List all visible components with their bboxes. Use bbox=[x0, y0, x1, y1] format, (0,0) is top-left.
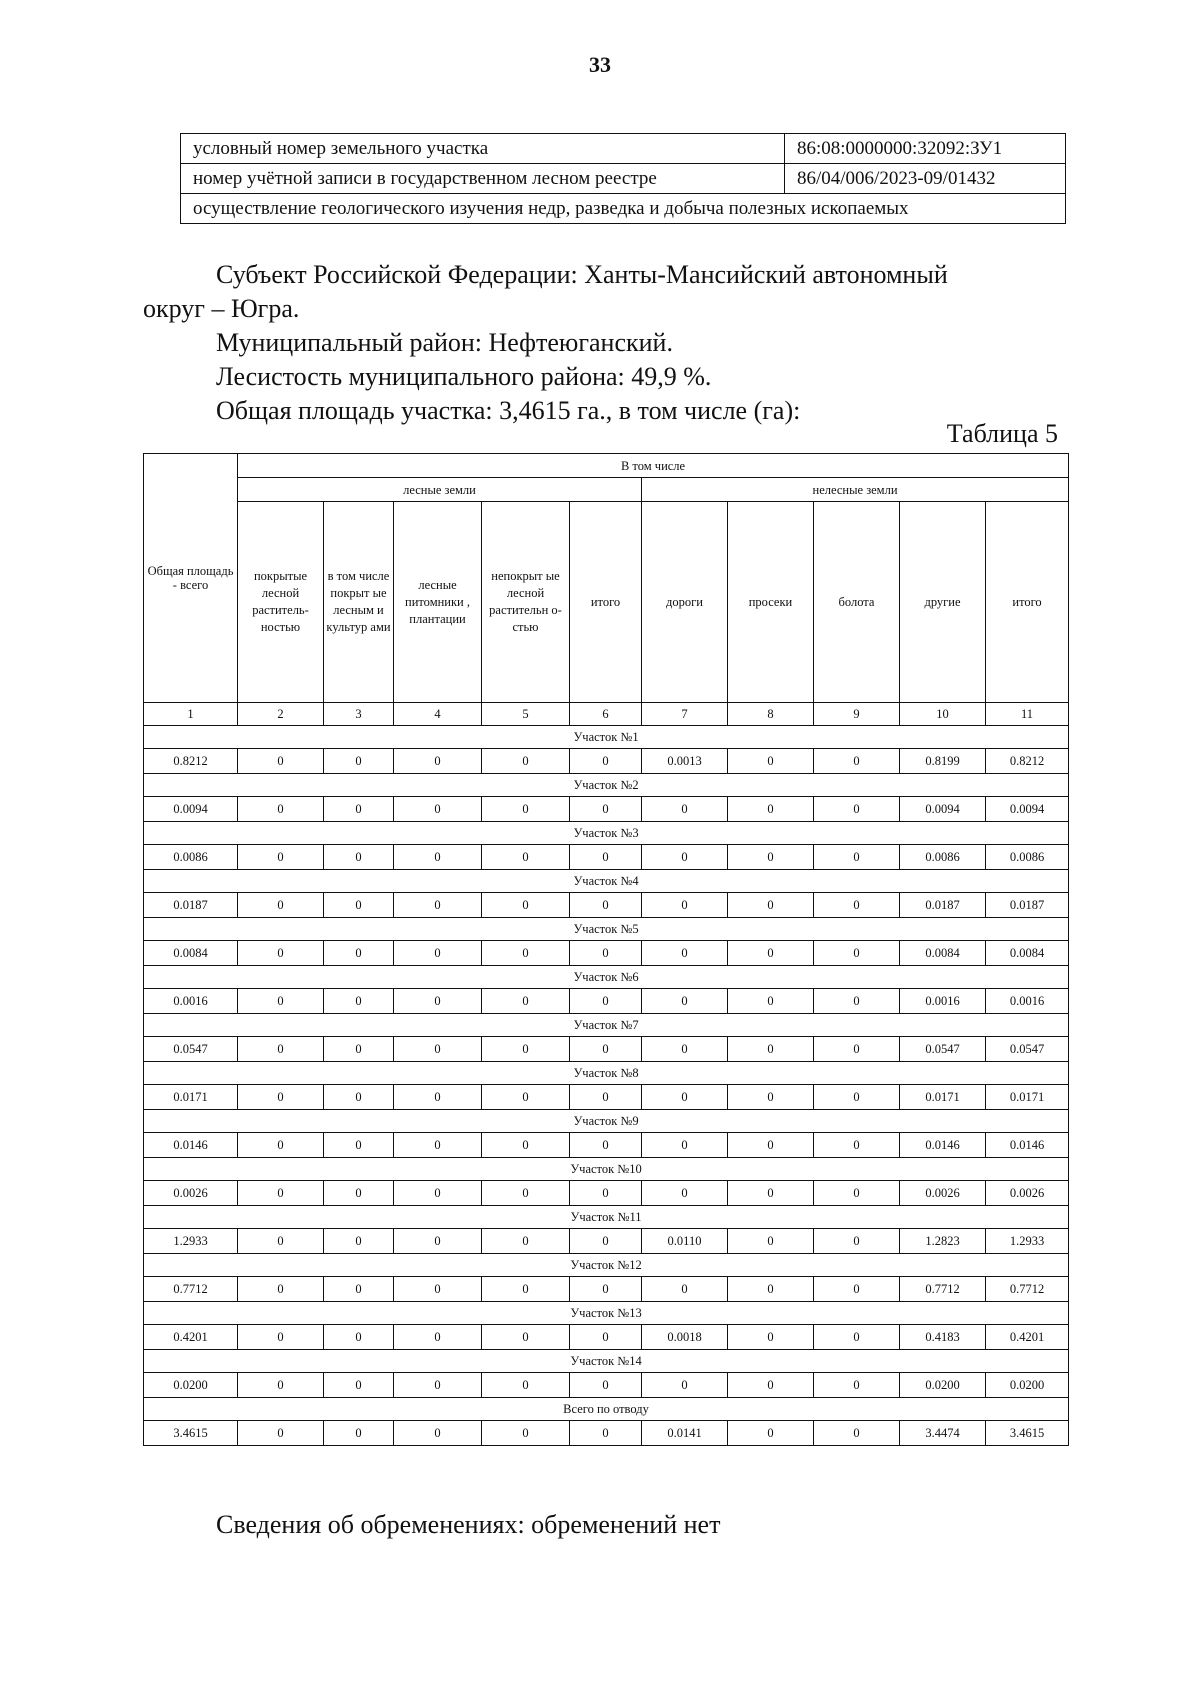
table-cell: 0 bbox=[324, 1037, 394, 1062]
plot-label-row bbox=[144, 822, 1069, 845]
table-cell: 0.4201 bbox=[986, 1325, 1069, 1350]
table-cell: 0 bbox=[814, 893, 900, 918]
header-row bbox=[144, 454, 1069, 478]
table-cell: 0 bbox=[570, 893, 642, 918]
table-row bbox=[144, 1229, 1069, 1254]
table-cell: 0.0171 bbox=[144, 1085, 238, 1110]
table-cell: 0 bbox=[482, 1373, 570, 1398]
table-row bbox=[144, 1277, 1069, 1302]
table-cell: 0 bbox=[728, 1133, 814, 1158]
table-cell: 0 bbox=[642, 989, 728, 1014]
table-row bbox=[144, 749, 1069, 774]
plot-label: Участок №13 bbox=[144, 1302, 1069, 1325]
table-cell: 0 bbox=[238, 1229, 324, 1254]
table-cell: 0.0146 bbox=[986, 1133, 1069, 1158]
table-cell: 3.4474 bbox=[900, 1421, 986, 1446]
table-cell: 0 bbox=[814, 797, 900, 822]
table-cell: 0 bbox=[324, 845, 394, 870]
table-cell: 0 bbox=[728, 749, 814, 774]
table-cell: 0.0016 bbox=[144, 989, 238, 1014]
plot-label: Участок №12 bbox=[144, 1254, 1069, 1277]
header-total-area: Общая площадь - всего bbox=[144, 454, 238, 703]
table-cell: 0 bbox=[728, 1037, 814, 1062]
column-number: 6 bbox=[570, 703, 642, 726]
plot-label: Участок №3 bbox=[144, 822, 1069, 845]
table-cell: 0.7712 bbox=[900, 1277, 986, 1302]
table-row bbox=[144, 1133, 1069, 1158]
table-cell: 0 bbox=[238, 797, 324, 822]
table-cell: 0 bbox=[324, 1085, 394, 1110]
plot-label: Участок №11 bbox=[144, 1206, 1069, 1229]
subject-line-2: округ – Югра. bbox=[143, 294, 300, 323]
area-table bbox=[143, 453, 1069, 1446]
table-cell: 0 bbox=[238, 1373, 324, 1398]
table-cell: 0 bbox=[324, 941, 394, 966]
table-cell: 0 bbox=[238, 941, 324, 966]
table-cell: 0 bbox=[324, 749, 394, 774]
table-cell: 0.7712 bbox=[144, 1277, 238, 1302]
plot-label-row bbox=[144, 1014, 1069, 1037]
info-label: номер учётной записи в государственном лесном реестре bbox=[181, 164, 785, 194]
info-purpose: осуществление геологического изучения недр, разведка и добыча полезных ископаемых bbox=[181, 194, 1066, 224]
table-cell: 0 bbox=[814, 1133, 900, 1158]
header-forest-sum: итого bbox=[570, 502, 642, 703]
table-cell: 0 bbox=[728, 1181, 814, 1206]
table-cell: 0 bbox=[814, 1037, 900, 1062]
table-cell: 0.0187 bbox=[144, 893, 238, 918]
table-cell: 0 bbox=[728, 941, 814, 966]
table-cell: 0 bbox=[482, 1181, 570, 1206]
header-row bbox=[144, 502, 1069, 703]
table-cell: 0.0086 bbox=[144, 845, 238, 870]
table-cell: 0 bbox=[570, 749, 642, 774]
table-cell: 0 bbox=[394, 1421, 482, 1446]
table-cell: 0 bbox=[394, 797, 482, 822]
table-cell: 0 bbox=[324, 1133, 394, 1158]
table-cell: 0.0200 bbox=[986, 1373, 1069, 1398]
plot-label: Участок №8 bbox=[144, 1062, 1069, 1085]
table-cell: 0 bbox=[394, 1373, 482, 1398]
table-cell: 0 bbox=[728, 989, 814, 1014]
table-cell: 0 bbox=[728, 1325, 814, 1350]
table-cell: 0 bbox=[482, 1421, 570, 1446]
table-cell: 0 bbox=[238, 1085, 324, 1110]
table-cell: 0.0547 bbox=[986, 1037, 1069, 1062]
plot-label: Участок №10 bbox=[144, 1158, 1069, 1181]
table-cell: 0.0018 bbox=[642, 1325, 728, 1350]
table-cell: 0 bbox=[324, 1373, 394, 1398]
table-cell: 0.0013 bbox=[642, 749, 728, 774]
plot-label: Участок №1 bbox=[144, 726, 1069, 749]
table-cell: 0 bbox=[642, 1133, 728, 1158]
table-cell: 0 bbox=[238, 1133, 324, 1158]
table-caption: Таблица 5 bbox=[946, 419, 1058, 448]
table-cell: 0 bbox=[324, 1181, 394, 1206]
info-label: условный номер земельного участка bbox=[181, 134, 785, 164]
info-row bbox=[181, 164, 1066, 194]
table-cell: 0 bbox=[570, 1085, 642, 1110]
table-cell: 0 bbox=[728, 1229, 814, 1254]
table-cell: 0 bbox=[814, 1325, 900, 1350]
plot-label: Участок №6 bbox=[144, 966, 1069, 989]
header-row bbox=[144, 478, 1069, 502]
table-cell: 0 bbox=[814, 989, 900, 1014]
plot-info-table bbox=[180, 133, 1066, 224]
table-cell: 0 bbox=[482, 1133, 570, 1158]
table-cell: 0 bbox=[728, 797, 814, 822]
table-cell: 0 bbox=[642, 941, 728, 966]
table-cell: 0.0084 bbox=[144, 941, 238, 966]
plot-label-row bbox=[144, 1062, 1069, 1085]
table-cell: 0 bbox=[728, 1085, 814, 1110]
table-cell: 0 bbox=[642, 1373, 728, 1398]
table-cell: 0.0016 bbox=[900, 989, 986, 1014]
table-cell: 0.4201 bbox=[144, 1325, 238, 1350]
table-cell: 0 bbox=[570, 1133, 642, 1158]
table-cell: 0.0084 bbox=[986, 941, 1069, 966]
table-cell: 1.2933 bbox=[144, 1229, 238, 1254]
plot-label-row bbox=[144, 918, 1069, 941]
column-number: 7 bbox=[642, 703, 728, 726]
column-number: 10 bbox=[900, 703, 986, 726]
table-row bbox=[144, 1181, 1069, 1206]
table-cell: 0 bbox=[570, 1373, 642, 1398]
plot-label: Участок №7 bbox=[144, 1014, 1069, 1037]
table-cell: 0.0187 bbox=[986, 893, 1069, 918]
header-nurseries: лесные питомники , плантации bbox=[394, 502, 482, 703]
table-cell: 0 bbox=[394, 989, 482, 1014]
header-clearings: просеки bbox=[728, 502, 814, 703]
table-cell: 0.0110 bbox=[642, 1229, 728, 1254]
table-cell: 0 bbox=[394, 893, 482, 918]
table-cell: 0 bbox=[482, 989, 570, 1014]
table-cell: 0.7712 bbox=[986, 1277, 1069, 1302]
table-cell: 0 bbox=[482, 1325, 570, 1350]
info-value: 86/04/006/2023-09/01432 bbox=[785, 164, 1066, 194]
table-cell: 0.0171 bbox=[986, 1085, 1069, 1110]
header-forest-lands: лесные земли bbox=[238, 478, 642, 502]
table-cell: 0.8212 bbox=[986, 749, 1069, 774]
table-row bbox=[144, 893, 1069, 918]
table-cell: 0 bbox=[394, 1133, 482, 1158]
table-row bbox=[144, 797, 1069, 822]
header-swamps: болота bbox=[814, 502, 900, 703]
table-cell: 0 bbox=[238, 989, 324, 1014]
plot-label-row bbox=[144, 774, 1069, 797]
district: Муниципальный район: Нефтеюганский. bbox=[216, 328, 673, 357]
table-cell: 0 bbox=[394, 749, 482, 774]
column-number: 8 bbox=[728, 703, 814, 726]
table-row bbox=[144, 1085, 1069, 1110]
table-cell: 0 bbox=[482, 1277, 570, 1302]
header-nonforest-lands: нелесные земли bbox=[642, 478, 1069, 502]
table-cell: 0 bbox=[728, 1421, 814, 1446]
table-cell: 0 bbox=[570, 941, 642, 966]
table-cell: 0 bbox=[570, 845, 642, 870]
table-cell: 0 bbox=[814, 941, 900, 966]
plot-label: Участок №2 bbox=[144, 774, 1069, 797]
table-cell: 0 bbox=[642, 1085, 728, 1110]
table-cell: 0 bbox=[814, 1181, 900, 1206]
table-cell: 0 bbox=[238, 893, 324, 918]
table-cell: 0 bbox=[238, 1181, 324, 1206]
column-number-row bbox=[144, 703, 1069, 726]
table-cell: 0 bbox=[238, 845, 324, 870]
table-cell: 0 bbox=[482, 749, 570, 774]
table-cell: 0 bbox=[814, 1373, 900, 1398]
table-cell: 0.0200 bbox=[144, 1373, 238, 1398]
table-cell: 0 bbox=[728, 845, 814, 870]
table-cell: 0 bbox=[394, 1181, 482, 1206]
table-cell: 0.0026 bbox=[144, 1181, 238, 1206]
table-cell: 0 bbox=[642, 845, 728, 870]
table-cell: 0 bbox=[570, 1229, 642, 1254]
table-cell: 0 bbox=[570, 1421, 642, 1446]
table-cell: 0 bbox=[238, 1037, 324, 1062]
table-cell: 0.0086 bbox=[986, 845, 1069, 870]
table-cell: 0.0026 bbox=[986, 1181, 1069, 1206]
table-cell: 0 bbox=[324, 797, 394, 822]
table-cell: 0.0171 bbox=[900, 1085, 986, 1110]
table-cell: 3.4615 bbox=[144, 1421, 238, 1446]
plot-label-row bbox=[144, 1350, 1069, 1373]
table-cell: 0 bbox=[324, 1421, 394, 1446]
plot-label: Участок №5 bbox=[144, 918, 1069, 941]
table-cell: 1.2933 bbox=[986, 1229, 1069, 1254]
table-cell: 0 bbox=[642, 893, 728, 918]
column-number: 5 bbox=[482, 703, 570, 726]
table-cell: 0 bbox=[642, 1277, 728, 1302]
table-cell: 0.0547 bbox=[144, 1037, 238, 1062]
table-cell: 0 bbox=[324, 893, 394, 918]
table-cell: 0.0187 bbox=[900, 893, 986, 918]
table-row bbox=[144, 1421, 1069, 1446]
header-other: другие bbox=[900, 502, 986, 703]
column-number: 9 bbox=[814, 703, 900, 726]
table-cell: 0 bbox=[394, 1037, 482, 1062]
table-cell: 0.8212 bbox=[144, 749, 238, 774]
plot-label-row bbox=[144, 1158, 1069, 1181]
table-cell: 0.0084 bbox=[900, 941, 986, 966]
table-cell: 0 bbox=[394, 845, 482, 870]
table-cell: 0 bbox=[482, 893, 570, 918]
plot-label-row bbox=[144, 1206, 1069, 1229]
info-row bbox=[181, 194, 1066, 224]
table-cell: 0 bbox=[728, 893, 814, 918]
table-cell: 0 bbox=[238, 1421, 324, 1446]
table-cell: 0 bbox=[728, 1373, 814, 1398]
table-cell: 0 bbox=[570, 1325, 642, 1350]
header-roads: дороги bbox=[642, 502, 728, 703]
table-row bbox=[144, 989, 1069, 1014]
table-cell: 0 bbox=[570, 1037, 642, 1062]
table-row bbox=[144, 845, 1069, 870]
table-cell: 0.0094 bbox=[900, 797, 986, 822]
table-cell: 0 bbox=[238, 1325, 324, 1350]
subject-line-1: Субъект Российской Федерации: Ханты-Мансийский автономный bbox=[216, 260, 948, 289]
encumbrances: Сведения об обременениях: обременений нет bbox=[216, 1510, 721, 1539]
table-cell: 1.2823 bbox=[900, 1229, 986, 1254]
table-cell: 0.0086 bbox=[900, 845, 986, 870]
table-cell: 0 bbox=[238, 1277, 324, 1302]
table-cell: 0 bbox=[394, 1229, 482, 1254]
table-row bbox=[144, 1373, 1069, 1398]
table-cell: 0 bbox=[238, 749, 324, 774]
table-cell: 0 bbox=[324, 1325, 394, 1350]
table-cell: 0 bbox=[570, 989, 642, 1014]
total-area: Общая площадь участка: 3,4615 га., в том числе (га): bbox=[216, 396, 801, 425]
table-cell: 0.0141 bbox=[642, 1421, 728, 1446]
table-cell: 0 bbox=[394, 941, 482, 966]
table-cell: 0 bbox=[394, 1085, 482, 1110]
header-covered: покрытые лесной раститель-ностью bbox=[238, 502, 324, 703]
plot-label-row bbox=[144, 870, 1069, 893]
table-row bbox=[144, 1037, 1069, 1062]
table-cell: 3.4615 bbox=[986, 1421, 1069, 1446]
table-cell: 0.0146 bbox=[144, 1133, 238, 1158]
table-cell: 0 bbox=[570, 797, 642, 822]
plot-label-row bbox=[144, 1254, 1069, 1277]
table-cell: 0.8199 bbox=[900, 749, 986, 774]
table-cell: 0 bbox=[814, 749, 900, 774]
table-cell: 0 bbox=[324, 1277, 394, 1302]
plot-label: Всего по отводу bbox=[144, 1398, 1069, 1421]
table-cell: 0.0016 bbox=[986, 989, 1069, 1014]
header-nonforest-sum: итого bbox=[986, 502, 1069, 703]
header-including: В том числе bbox=[238, 454, 1069, 478]
plot-label: Участок №4 bbox=[144, 870, 1069, 893]
plot-label-row bbox=[144, 1302, 1069, 1325]
column-number: 1 bbox=[144, 703, 238, 726]
table-cell: 0 bbox=[324, 1229, 394, 1254]
info-row bbox=[181, 134, 1066, 164]
table-row bbox=[144, 941, 1069, 966]
column-number: 11 bbox=[986, 703, 1069, 726]
table-cell: 0 bbox=[482, 1085, 570, 1110]
column-number: 2 bbox=[238, 703, 324, 726]
page-number: 33 bbox=[589, 52, 611, 77]
column-number: 3 bbox=[324, 703, 394, 726]
table-cell: 0 bbox=[814, 1229, 900, 1254]
table-cell: 0 bbox=[814, 1277, 900, 1302]
table-cell: 0 bbox=[482, 941, 570, 966]
table-row bbox=[144, 1325, 1069, 1350]
table-cell: 0.4183 bbox=[900, 1325, 986, 1350]
plot-label: Участок №9 bbox=[144, 1110, 1069, 1133]
table-cell: 0 bbox=[482, 797, 570, 822]
column-number: 4 bbox=[394, 703, 482, 726]
forest-cover: Лесистость муниципального района: 49,9 %. bbox=[216, 362, 712, 391]
plot-label-row bbox=[144, 966, 1069, 989]
plot-label-row bbox=[144, 1110, 1069, 1133]
plot-label-row bbox=[144, 726, 1069, 749]
table-cell: 0 bbox=[394, 1325, 482, 1350]
table-cell: 0.0200 bbox=[900, 1373, 986, 1398]
header-incl-cultures: в том числе покрыт ые лесным и культур ами bbox=[324, 502, 394, 703]
table-cell: 0 bbox=[814, 1085, 900, 1110]
table-cell: 0 bbox=[814, 1421, 900, 1446]
table-cell: 0 bbox=[570, 1277, 642, 1302]
table-cell: 0.0026 bbox=[900, 1181, 986, 1206]
table-cell: 0 bbox=[394, 1277, 482, 1302]
table-cell: 0 bbox=[482, 845, 570, 870]
table-cell: 0 bbox=[482, 1229, 570, 1254]
table-cell: 0 bbox=[570, 1181, 642, 1206]
table-cell: 0 bbox=[642, 797, 728, 822]
table-cell: 0 bbox=[324, 989, 394, 1014]
table-cell: 0.0146 bbox=[900, 1133, 986, 1158]
table-cell: 0.0094 bbox=[144, 797, 238, 822]
table-cell: 0.0094 bbox=[986, 797, 1069, 822]
header-uncovered: непокрыт ые лесной растительн о-стью bbox=[482, 502, 570, 703]
info-value: 86:08:0000000:32092:ЗУ1 bbox=[785, 134, 1066, 164]
table-cell: 0.0547 bbox=[900, 1037, 986, 1062]
table-cell: 0 bbox=[728, 1277, 814, 1302]
table-cell: 0 bbox=[482, 1037, 570, 1062]
table-cell: 0 bbox=[814, 845, 900, 870]
table-cell: 0 bbox=[642, 1037, 728, 1062]
table-cell: 0 bbox=[642, 1181, 728, 1206]
plot-label: Участок №14 bbox=[144, 1350, 1069, 1373]
plot-label-row bbox=[144, 1398, 1069, 1421]
